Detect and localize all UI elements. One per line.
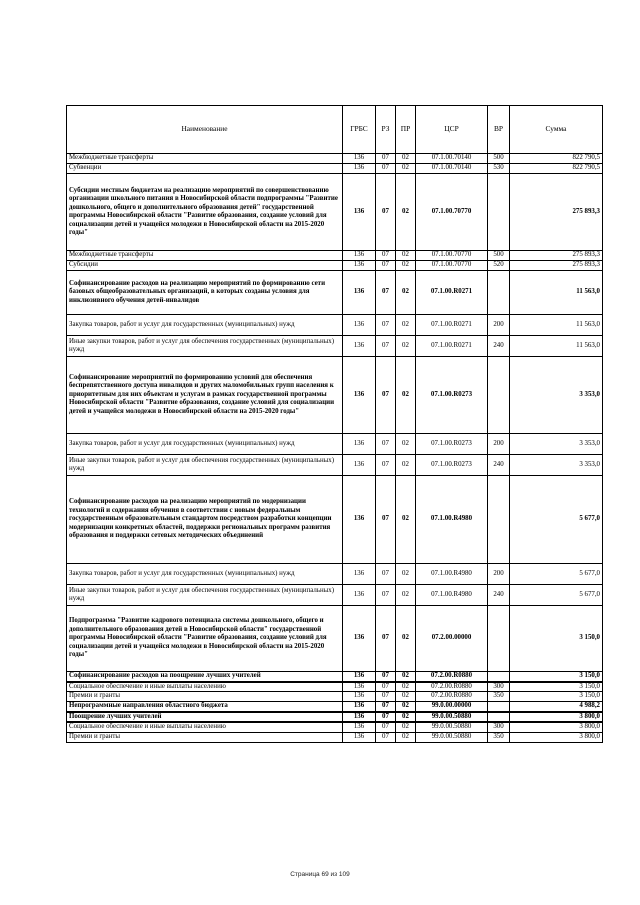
cell-name: Межбюджетные трансферты	[67, 154, 343, 164]
table-row	[67, 455, 603, 476]
cell-grbs: 136	[343, 434, 376, 455]
table-row	[67, 732, 603, 742]
table-row	[67, 692, 603, 702]
cell-pr: 02	[396, 154, 416, 164]
cell-sum: 3 800,0	[510, 732, 603, 742]
cell-name: Закупка товаров, работ и услуг для государственных (муниципальных) нужд	[67, 564, 343, 585]
table-row	[67, 251, 603, 261]
cell-grbs: 136	[343, 357, 376, 434]
cell-name: Межбюджетные трансферты	[67, 251, 343, 261]
cell-csr: 07.1.00.70770	[416, 261, 488, 271]
cell-sum: 3 800,0	[510, 712, 603, 723]
column-header-name: Наименование	[67, 106, 343, 154]
table-row	[67, 564, 603, 585]
cell-pr: 02	[396, 261, 416, 271]
cell-pr: 02	[396, 585, 416, 606]
cell-csr: 07.1.00.R4980	[416, 585, 488, 606]
cell-vr: 350	[488, 732, 510, 742]
cell-pr: 02	[396, 315, 416, 336]
cell-pr: 02	[396, 455, 416, 476]
cell-sum: 3 353,0	[510, 434, 603, 455]
cell-vr: 530	[488, 164, 510, 174]
cell-csr: 07.1.00.R0271	[416, 315, 488, 336]
cell-pr: 02	[396, 251, 416, 261]
table-row	[67, 712, 603, 723]
cell-vr: 240	[488, 455, 510, 476]
cell-vr: 300	[488, 682, 510, 692]
cell-name: Софинансирование расходов на реализацию мероприятий по формированию сети базовых общеобразовательных организаций, в которых созданы условия для инклюзивного обучения детей-инвалидов	[67, 271, 343, 315]
cell-pr: 02	[396, 702, 416, 712]
cell-pr: 02	[396, 606, 416, 672]
column-header-grbs: ГРБС	[343, 106, 376, 154]
cell-rz: 07	[376, 336, 396, 357]
cell-sum: 275 893,3	[510, 174, 603, 251]
cell-csr: 07.1.00.70770	[416, 251, 488, 261]
cell-csr: 07.1.00.R0271	[416, 271, 488, 315]
cell-vr: 240	[488, 585, 510, 606]
cell-sum: 3 150,0	[510, 692, 603, 702]
table-row	[67, 722, 603, 732]
cell-rz: 07	[376, 672, 396, 682]
cell-grbs: 136	[343, 261, 376, 271]
cell-sum: 3 150,0	[510, 672, 603, 682]
cell-name: Субсидии местным бюджетам на реализацию мероприятий по совершенствованию организации школьного питания в Новосибирской области подпрограммы "Развитие дошкольного, общего и дополнительного образования детей" государственной программы Новосибирской области "Развитие образования, создание условий для социализации детей и учащейся молодежи в Новосибирской области на 2015-2020 годы"	[67, 174, 343, 251]
cell-vr	[488, 672, 510, 682]
cell-csr: 99.0.00.50880	[416, 732, 488, 742]
table-row	[67, 336, 603, 357]
cell-sum: 3 150,0	[510, 682, 603, 692]
table-row	[67, 154, 603, 164]
cell-pr: 02	[396, 174, 416, 251]
cell-pr: 02	[396, 682, 416, 692]
cell-rz: 07	[376, 564, 396, 585]
cell-name: Софинансирование расходов на поощрение лучших учителей	[67, 672, 343, 682]
cell-vr	[488, 606, 510, 672]
cell-name: Иные закупки товаров, работ и услуг для обеспечения государственных (муниципальных) нужд	[67, 455, 343, 476]
cell-rz: 07	[376, 455, 396, 476]
cell-grbs: 136	[343, 154, 376, 164]
cell-rz: 07	[376, 692, 396, 702]
table-row	[67, 357, 603, 434]
cell-grbs: 136	[343, 712, 376, 723]
cell-sum: 275 893,3	[510, 261, 603, 271]
column-header-vr: ВР	[488, 106, 510, 154]
cell-pr: 02	[396, 271, 416, 315]
cell-vr	[488, 357, 510, 434]
cell-name: Социальное обеспечение и иные выплаты населению	[67, 722, 343, 732]
cell-csr: 07.2.00.R0880	[416, 692, 488, 702]
cell-sum: 5 677,0	[510, 476, 603, 564]
table-row	[67, 315, 603, 336]
column-header-rz: РЗ	[376, 106, 396, 154]
cell-sum: 11 563,0	[510, 336, 603, 357]
cell-vr	[488, 174, 510, 251]
cell-vr: 240	[488, 336, 510, 357]
cell-name: Непрограммные направления областного бюджета	[67, 702, 343, 712]
cell-grbs: 136	[343, 702, 376, 712]
cell-csr: 07.1.00.R4980	[416, 564, 488, 585]
cell-grbs: 136	[343, 672, 376, 682]
cell-rz: 07	[376, 702, 396, 712]
table-header-row	[67, 106, 603, 154]
cell-grbs: 136	[343, 682, 376, 692]
cell-grbs: 136	[343, 164, 376, 174]
table-row	[67, 682, 603, 692]
cell-csr: 07.2.00.00000	[416, 606, 488, 672]
table-row	[67, 164, 603, 174]
cell-vr: 520	[488, 261, 510, 271]
cell-pr: 02	[396, 357, 416, 434]
column-header-pr: ПР	[396, 106, 416, 154]
column-header-sum: Сумма	[510, 106, 603, 154]
cell-pr: 02	[396, 164, 416, 174]
cell-grbs: 136	[343, 585, 376, 606]
cell-vr: 350	[488, 692, 510, 702]
cell-pr: 02	[396, 336, 416, 357]
cell-pr: 02	[396, 732, 416, 742]
cell-grbs: 136	[343, 476, 376, 564]
cell-name: Иные закупки товаров, работ и услуг для обеспечения государственных (муниципальных) нужд	[67, 585, 343, 606]
cell-sum: 822 790,5	[510, 154, 603, 164]
cell-sum: 4 988,2	[510, 702, 603, 712]
cell-grbs: 136	[343, 315, 376, 336]
cell-rz: 07	[376, 251, 396, 261]
cell-rz: 07	[376, 722, 396, 732]
table-row	[67, 672, 603, 682]
cell-csr: 07.1.00.R0273	[416, 357, 488, 434]
cell-grbs: 136	[343, 271, 376, 315]
cell-csr: 07.1.00.70140	[416, 164, 488, 174]
cell-rz: 07	[376, 434, 396, 455]
table-row	[67, 702, 603, 712]
cell-rz: 07	[376, 174, 396, 251]
cell-name: Закупка товаров, работ и услуг для государственных (муниципальных) нужд	[67, 315, 343, 336]
cell-csr: 07.1.00.R0271	[416, 336, 488, 357]
cell-grbs: 136	[343, 606, 376, 672]
cell-name: Поощрение лучших учителей	[67, 712, 343, 723]
cell-vr: 200	[488, 564, 510, 585]
cell-name: Субсидии	[67, 261, 343, 271]
cell-vr	[488, 702, 510, 712]
cell-name: Софинансирование расходов на реализацию мероприятий по модернизации технологий и содержания обучения в соответствии с новым федеральным государственным образовательным стандартом посредством разработки концепции модернизации конкретных областей, поддержки региональных программ развития образования и поддержки сетевых методических объединений	[67, 476, 343, 564]
page-footer: Страница 69 из 109	[290, 871, 350, 878]
cell-rz: 07	[376, 261, 396, 271]
cell-pr: 02	[396, 434, 416, 455]
cell-name: Закупка товаров, работ и услуг для государственных (муниципальных) нужд	[67, 434, 343, 455]
cell-name: Премии и гранты	[67, 692, 343, 702]
cell-grbs: 136	[343, 564, 376, 585]
cell-rz: 07	[376, 357, 396, 434]
cell-pr: 02	[396, 712, 416, 723]
table-row	[67, 271, 603, 315]
cell-sum: 5 677,0	[510, 564, 603, 585]
cell-sum: 3 800,0	[510, 722, 603, 732]
table-row	[67, 476, 603, 564]
cell-sum: 3 353,0	[510, 455, 603, 476]
table-row	[67, 174, 603, 251]
table-body	[67, 154, 603, 743]
cell-pr: 02	[396, 722, 416, 732]
cell-grbs: 136	[343, 251, 376, 261]
cell-sum: 275 893,3	[510, 251, 603, 261]
cell-sum: 11 563,0	[510, 315, 603, 336]
cell-pr: 02	[396, 672, 416, 682]
table-row	[67, 434, 603, 455]
cell-vr	[488, 476, 510, 564]
cell-csr: 07.2.00.R0880	[416, 672, 488, 682]
cell-name: Софинансирование мероприятий по формированию условий для обеспечения беспрепятственного доступа инвалидов и других маломобильных групп населения к приоритетным для них объектам и услугам в рамках государственной программы Новосибирской области "Развитие образования, создание условий для социализации детей и учащейся молодежи в Новосибирской области на 2015-2020 годы"	[67, 357, 343, 434]
cell-sum: 11 563,0	[510, 271, 603, 315]
budget-table	[66, 105, 603, 743]
cell-rz: 07	[376, 164, 396, 174]
cell-csr: 99.0.00.50880	[416, 712, 488, 723]
cell-rz: 07	[376, 585, 396, 606]
cell-grbs: 136	[343, 722, 376, 732]
cell-vr: 200	[488, 315, 510, 336]
cell-rz: 07	[376, 154, 396, 164]
cell-name: Премии и гранты	[67, 732, 343, 742]
cell-name: Иные закупки товаров, работ и услуг для обеспечения государственных (муниципальных) нужд	[67, 336, 343, 357]
cell-pr: 02	[396, 476, 416, 564]
cell-csr: 07.1.00.R0273	[416, 434, 488, 455]
cell-rz: 07	[376, 732, 396, 742]
cell-rz: 07	[376, 712, 396, 723]
cell-rz: 07	[376, 476, 396, 564]
cell-rz: 07	[376, 606, 396, 672]
cell-name: Подпрограмма "Развитие кадрового потенциала системы дошкольного, общего и дополнительного образования детей в Новосибирской области" государственной программы Новосибирской области "Развитие образования, создание условий для социализации детей и учащейся молодежи в Новосибирской области на 2015-2020 годы"	[67, 606, 343, 672]
cell-vr: 500	[488, 154, 510, 164]
cell-sum: 5 677,0	[510, 585, 603, 606]
cell-vr	[488, 271, 510, 315]
cell-rz: 07	[376, 682, 396, 692]
cell-rz: 07	[376, 315, 396, 336]
cell-grbs: 136	[343, 692, 376, 702]
cell-vr: 500	[488, 251, 510, 261]
table-row	[67, 606, 603, 672]
cell-grbs: 136	[343, 174, 376, 251]
cell-vr: 300	[488, 722, 510, 732]
cell-sum: 822 790,5	[510, 164, 603, 174]
cell-vr: 200	[488, 434, 510, 455]
cell-pr: 02	[396, 564, 416, 585]
table-row	[67, 261, 603, 271]
cell-vr	[488, 712, 510, 723]
cell-csr: 07.1.00.70770	[416, 174, 488, 251]
cell-csr: 99.0.00.50880	[416, 722, 488, 732]
cell-csr: 07.1.00.R4980	[416, 476, 488, 564]
column-header-csr: ЦСР	[416, 106, 488, 154]
cell-csr: 99.0.00.00000	[416, 702, 488, 712]
cell-csr: 07.1.00.70140	[416, 154, 488, 164]
cell-grbs: 136	[343, 732, 376, 742]
cell-csr: 07.2.00.R0880	[416, 682, 488, 692]
cell-grbs: 136	[343, 455, 376, 476]
cell-sum: 3 353,0	[510, 357, 603, 434]
cell-pr: 02	[396, 692, 416, 702]
cell-grbs: 136	[343, 336, 376, 357]
cell-name: Субвенции	[67, 164, 343, 174]
cell-sum: 3 150,0	[510, 606, 603, 672]
table-row	[67, 585, 603, 606]
cell-csr: 07.1.00.R0273	[416, 455, 488, 476]
cell-name: Социальное обеспечение и иные выплаты населению	[67, 682, 343, 692]
cell-rz: 07	[376, 271, 396, 315]
